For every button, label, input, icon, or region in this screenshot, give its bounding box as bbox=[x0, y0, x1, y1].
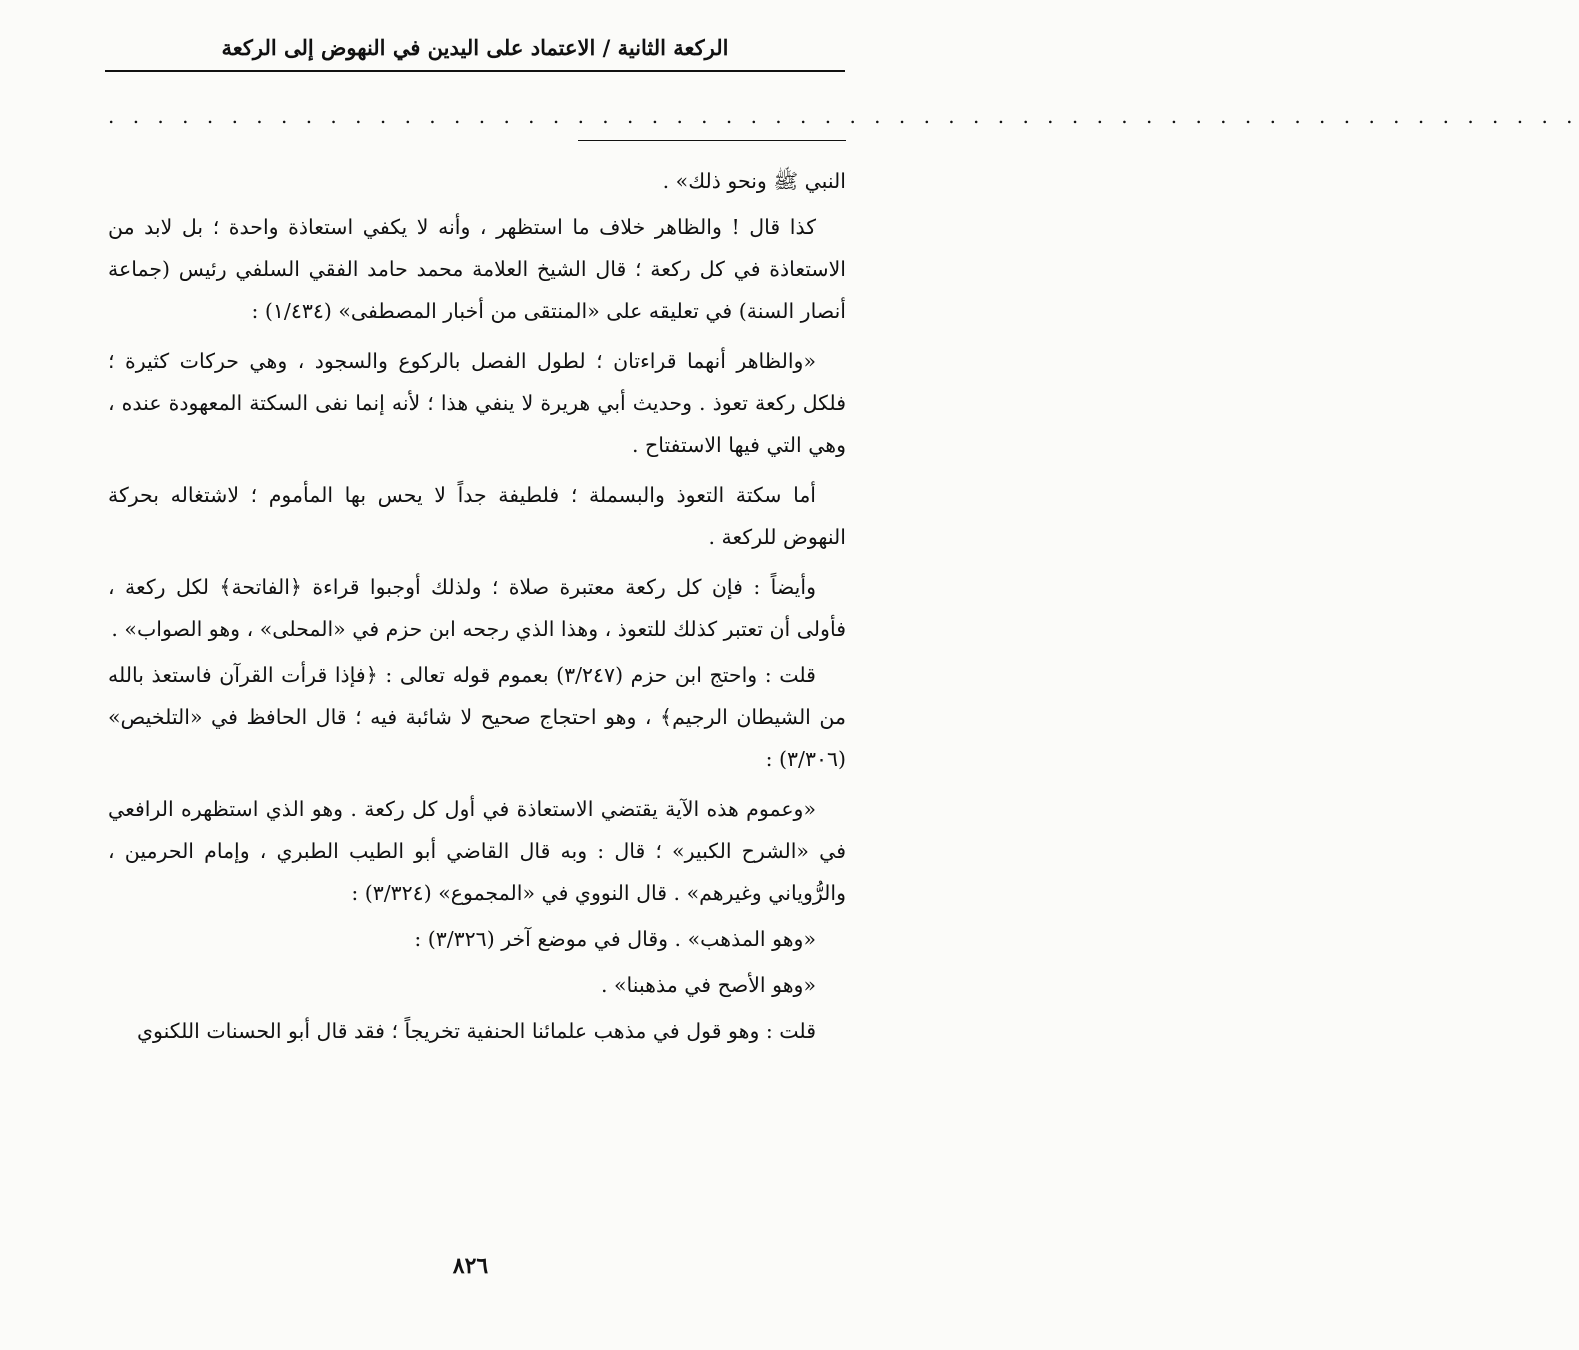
paragraph: كذا قال ! والظاهر خلاف ما استظهر ، وأنه لا يكفي استعاذة واحدة ؛ بل لابد من الاستعاذة في كل ركعة ؛ قال الشيخ العلامة محمد حامد الفقي السلفي رئيس (جماعة أنصار السنة) في تعليقه على «المنتقى من أخبار المصطفى» (١/٤٣٤) : bbox=[108, 215, 846, 323]
body-text bbox=[108, 160, 846, 1060]
paragraph: قلت : وهو قول في مذهب علمائنا الحنفية تخريجاً ؛ فقد قال أبو الحسنات اللكنوي bbox=[136, 1019, 816, 1043]
quoted-paragraph: «وعموم هذه الآية يقتضي الاستعاذة في أول كل ركعة . وهو الذي استظهره الرافعي في «الشرح الكبير» ؛ قال : وبه قال القاضي أبو الطيب الطبري ، وإمام الحرمين ، والرُّوياني وغيرهم» . قال النووي في «المجموع» (٣/٣٢٤) : bbox=[108, 797, 846, 905]
quoted-line: «وهو المذهب» . وقال في موضع آخر (٣/٣٢٦) : bbox=[414, 927, 816, 951]
paragraph: النبي ﷺ ونحو ذلك» . bbox=[662, 169, 846, 193]
running-header: الركعة الثانية / الاعتماد على اليدين في النهوض إلى الركعة bbox=[221, 35, 729, 60]
separator-dots: . . . . . . . . . . . . . . . . . . . . . . . . . . . . . . . . . . . . . . . . . . . . . . . . . . . . . . . . . . . . bbox=[108, 104, 1579, 128]
page-number: ٨٢٦ bbox=[452, 1253, 489, 1279]
quoted-paragraph: «والظاهر أنهما قراءتان ؛ لطول الفصل بالركوع والسجود ، وهي حركات كثيرة ؛ فلكل ركعة تعوذ . وحديث أبي هريرة لا ينفي هذا ؛ لأنه إنما نفى السكتة المعهودة عنده ، وهي التي فيها الاستفتاح . bbox=[108, 349, 846, 457]
quoted-paragraph: أما سكتة التعوذ والبسملة ؛ فلطيفة جداً لا يحس بها المأموم ؛ لاشتغاله بحركة النهوض للركعة . bbox=[108, 483, 846, 549]
quoted-line: «وهو الأصح في مذهبنا» . bbox=[600, 973, 816, 997]
paragraph: قلت : واحتج ابن حزم (٣/٢٤٧) بعموم قوله تعالى : ﴿فإذا قرأت القرآن فاستعذ بالله من الشيطان الرجيم﴾ ، وهو احتجاج صحيح لا شائبة فيه ؛ قال الحافظ في «التلخيص» (٣/٣٠٦) : bbox=[108, 663, 846, 771]
quoted-paragraph: وأيضاً : فإن كل ركعة معتبرة صلاة ؛ ولذلك أوجبوا قراءة ﴿الفاتحة﴾ لكل ركعة ، فأولى أن تعتبر كذلك للتعوذ ، وهذا الذي رجحه ابن حزم في «المحلى» ، وهو الصواب» . bbox=[108, 575, 846, 641]
separator-rule bbox=[578, 140, 846, 141]
header-rule bbox=[105, 70, 845, 72]
